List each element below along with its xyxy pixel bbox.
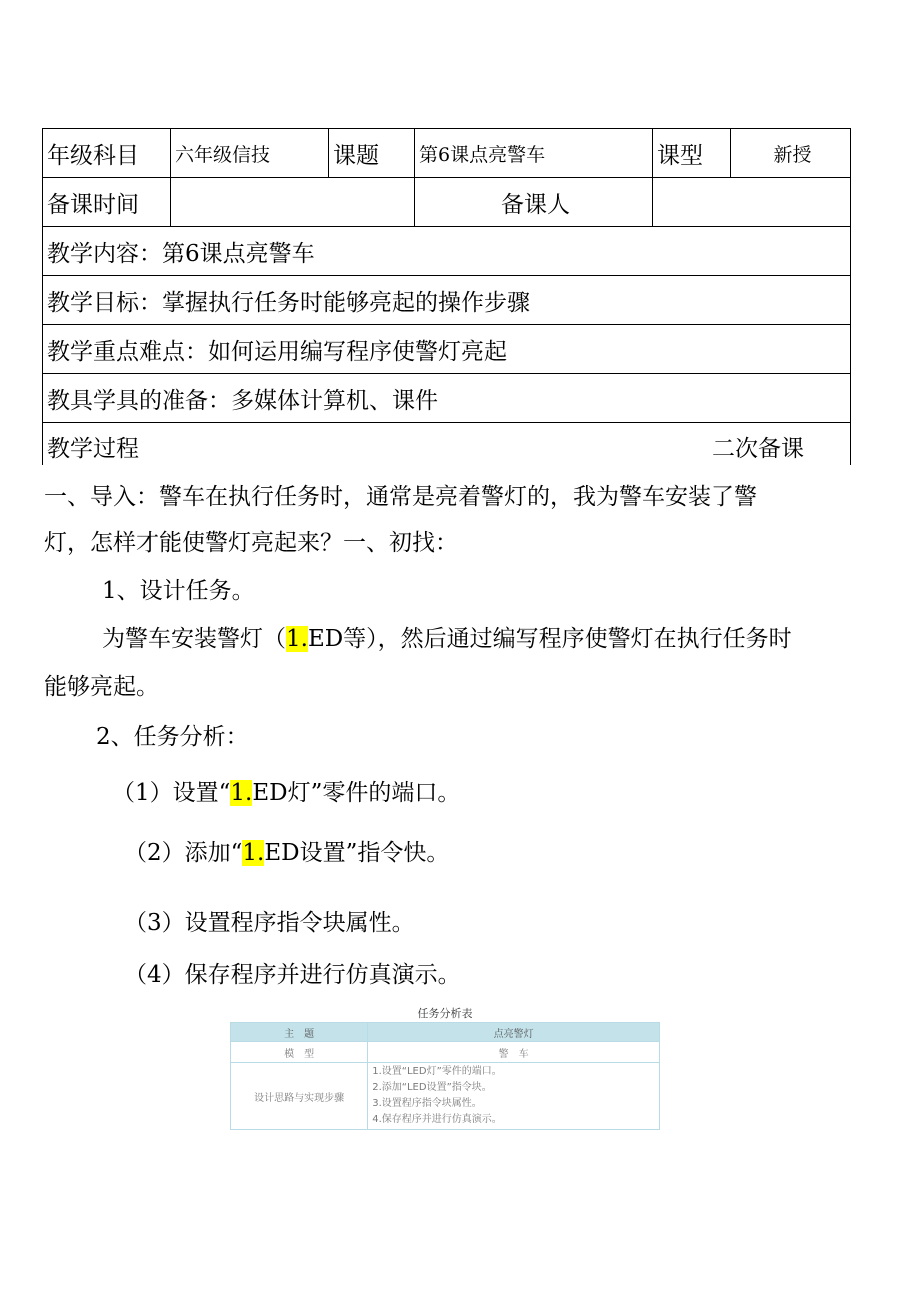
grade-value: 六年级信技 [171,129,329,178]
figure-header-row [231,1023,660,1042]
table-row [43,276,851,325]
figure-table [230,1022,660,1130]
topic-value: 第6课点亮警车 [415,129,653,178]
process-label: 教学过程 [47,436,139,462]
figure-step: 3.设置程序指令块属性。 [372,1098,482,1109]
type-label: 课型 [653,129,731,178]
design-text-post: ED等），然后通过编写程序使警灯在执行任务时 [307,626,792,652]
figure-cell: 设计思路与实现步骤 [231,1063,368,1130]
preparer-value [653,178,851,227]
figure-caption: 任务分析表 [417,1007,473,1020]
step-1 [112,774,460,807]
highlight: 1. [286,626,308,652]
teaching-content: 教学内容：第6课点亮警车 [43,227,851,276]
intro-line-1: 一、导入：警车在执行任务时，通常是亮着警灯的，我为警车安装了警 [44,484,757,510]
table-row [43,423,851,466]
teaching-goal: 教学目标：掌握执行任务时能够亮起的操作步骤 [43,276,851,325]
figure-steps-cell [368,1063,660,1130]
step-1-post: ED灯”零件的端口。 [252,780,461,806]
step-2-pre: （2）添加“ [124,840,243,866]
highlight: 1. [242,840,265,866]
analysis-heading: 2、任务分析： [96,724,249,750]
step-4: （4）保存程序并进行仿真演示。 [124,962,461,988]
design-text-pre: 为警车安装警灯（ [102,626,286,652]
highlight: 1. [230,780,253,806]
step-2-post: ED设置”指令快。 [264,840,450,866]
figure-cell: 警 车 [368,1042,660,1063]
figure-row [231,1063,660,1130]
type-value: 新授 [731,129,851,178]
design-paragraph-line-2: 能够亮起。 [44,674,159,700]
table-row [43,129,851,178]
design-paragraph [102,620,792,653]
design-heading: 1、设计任务。 [102,578,255,604]
key-difficult-points: 教学重点难点：如何运用编写程序使警灯亮起 [43,325,851,374]
table-row [43,227,851,276]
figure-step: 1.设置“LED灯”零件的端口。 [372,1066,502,1077]
step-3: （3）设置程序指令块属性。 [124,910,415,936]
figure-header-left: 主 题 [231,1023,368,1042]
prep-time-value [171,178,415,227]
task-analysis-figure [230,1006,660,1156]
step-1-pre: （1）设置“ [112,780,231,806]
figure-cell: 模 型 [231,1042,368,1063]
second-prep-label: 二次备课 [712,436,804,462]
table-row [43,178,851,227]
figure-row [231,1042,660,1063]
process-header [43,423,851,466]
step-2 [124,834,449,867]
figure-step: 4.保存程序并进行仿真演示。 [372,1114,502,1125]
table-row [43,374,851,423]
intro-line-2: 灯，怎样才能使警灯亮起来？一、初找： [44,530,458,556]
grade-label: 年级科目 [43,129,171,178]
table-row [43,325,851,374]
lesson-plan-table [42,128,851,465]
prep-time-label: 备课时间 [43,178,171,227]
figure-header-right: 点亮警灯 [368,1023,660,1042]
figure-step: 2.添加“LED设置”指令块。 [372,1082,492,1093]
teaching-tools: 教具学具的准备：多媒体计算机、课件 [43,374,851,423]
preparer-label: 备课人 [415,178,653,227]
topic-label: 课题 [329,129,415,178]
